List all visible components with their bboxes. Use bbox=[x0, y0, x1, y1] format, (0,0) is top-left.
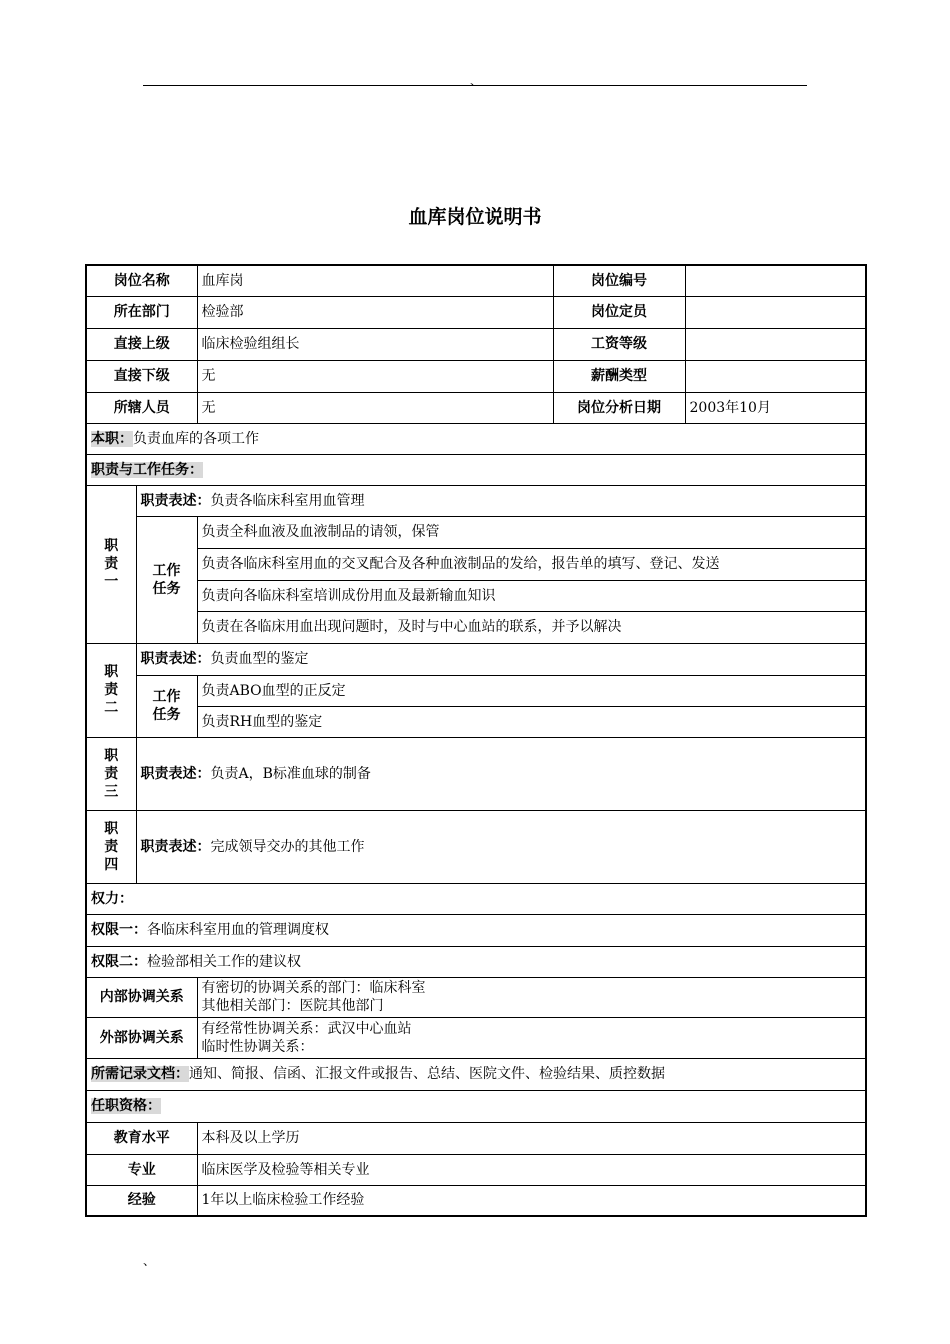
header-rule bbox=[143, 85, 807, 86]
authority-heading-row bbox=[86, 883, 866, 914]
authority-row bbox=[86, 914, 866, 946]
records-label: 所需记录文档： bbox=[91, 1066, 189, 1082]
records-text: 通知、简报、信函、汇报文件或报告、总结、医院文件、检验结果、质控数据 bbox=[189, 1066, 665, 1082]
duty-1-statement-label: 职责表述： bbox=[140, 492, 211, 509]
duty-2-statement-row bbox=[86, 643, 866, 675]
duty-2-task-label: 工作 任务 bbox=[136, 675, 197, 737]
duty-2-statement-text: 负责血型的鉴定 bbox=[210, 651, 309, 667]
pay-type-label: 薪酬类型 bbox=[553, 360, 685, 392]
duty-1-statement-text: 负责各临床科室用血管理 bbox=[210, 492, 365, 509]
authority-item-1: 权限一：各临床科室用血的管理调度权 bbox=[86, 914, 866, 946]
analysis-date-label: 岗位分析日期 bbox=[553, 392, 685, 423]
major-label: 专业 bbox=[86, 1154, 197, 1185]
qualification-row-education bbox=[86, 1122, 866, 1154]
pay-type-value bbox=[685, 360, 866, 392]
info-row-superior bbox=[86, 328, 866, 360]
duty-1-task-label: 工作 任务 bbox=[136, 516, 197, 643]
experience-label: 经验 bbox=[86, 1185, 197, 1216]
salary-grade-label: 工资等级 bbox=[553, 328, 685, 360]
duty-3-statement bbox=[136, 737, 866, 810]
footer-mark: 、 bbox=[143, 1254, 156, 1268]
duty-2-task-row bbox=[86, 706, 866, 737]
duty-1-task-row bbox=[86, 548, 866, 580]
department-value: 检验部 bbox=[197, 296, 553, 328]
qualification-row-major bbox=[86, 1154, 866, 1185]
superior-label: 直接上级 bbox=[86, 328, 197, 360]
major-value: 临床医学及检验等相关专业 bbox=[197, 1154, 866, 1185]
duty-1-task-row bbox=[86, 580, 866, 611]
duty-1-task: 负责向各临床科室培训成份用血及最新输血知识 bbox=[197, 580, 866, 611]
external-coordination-value: 有经常性协调关系：武汉中心血站 临时性协调关系： bbox=[197, 1017, 866, 1058]
info-row-subordinate bbox=[86, 360, 866, 392]
external-coordination-row bbox=[86, 1017, 866, 1058]
department-label: 所在部门 bbox=[86, 296, 197, 328]
duty-1-task: 负责在各临床用血出现问题时，及时与中心血站的联系，并予以解决 bbox=[197, 611, 866, 643]
qualifications-heading-cell bbox=[86, 1090, 866, 1122]
experience-value: 1年以上临床检验工作经验 bbox=[197, 1185, 866, 1216]
qualifications-heading-row bbox=[86, 1090, 866, 1122]
salary-grade-value bbox=[685, 328, 866, 360]
job-description-table bbox=[85, 264, 867, 1217]
info-row-department bbox=[86, 296, 866, 328]
duty-1-task-row bbox=[86, 611, 866, 643]
duty-1-task: 负责全科血液及血液制品的请领，保管 bbox=[197, 516, 866, 548]
headcount-value bbox=[685, 296, 866, 328]
duty-1-statement-row bbox=[86, 485, 866, 516]
main-duty-label: 本职： bbox=[91, 430, 133, 447]
staff-label: 所辖人员 bbox=[86, 392, 197, 423]
duty-1-name: 职 责 一 bbox=[86, 485, 136, 643]
duty-4-statement-text: 完成领导交办的其他工作 bbox=[210, 838, 365, 855]
duty-3-statement-label: 职责表述： bbox=[140, 765, 211, 782]
position-name-label: 岗位名称 bbox=[86, 265, 197, 296]
internal-coordination-value: 有密切的协调关系的部门：临床科室 其他相关部门：医院其他部门 bbox=[197, 977, 866, 1017]
duty-1-task: 负责各临床科室用血的交叉配合及各种血液制品的发给，报告单的填写、登记、发送 bbox=[197, 548, 866, 580]
qualification-row-experience bbox=[86, 1185, 866, 1216]
authority-label: 权力： bbox=[91, 890, 133, 907]
qualifications-label: 任职资格： bbox=[91, 1098, 161, 1114]
duty-2-task-row bbox=[86, 675, 866, 706]
authority-row bbox=[86, 946, 866, 977]
duty-4-name: 职 责 四 bbox=[86, 810, 136, 883]
headcount-label: 岗位定员 bbox=[553, 296, 685, 328]
records-cell bbox=[86, 1058, 866, 1090]
duty-2-statement bbox=[136, 643, 866, 675]
duty-3-row bbox=[86, 737, 866, 810]
duty-3-name: 职 责 三 bbox=[86, 737, 136, 810]
duties-heading-label: 职责与工作任务： bbox=[91, 461, 203, 478]
duty-4-statement-label: 职责表述： bbox=[140, 838, 211, 855]
external-coordination-label: 外部协调关系 bbox=[86, 1017, 197, 1058]
duties-heading-cell bbox=[86, 454, 866, 485]
position-id-value bbox=[685, 265, 866, 296]
info-row-staff bbox=[86, 392, 866, 423]
duty-2-name: 职 责 二 bbox=[86, 643, 136, 737]
records-row bbox=[86, 1058, 866, 1090]
education-value: 本科及以上学历 bbox=[197, 1122, 866, 1154]
main-duty-cell bbox=[86, 423, 866, 454]
page-title: 血库岗位说明书 bbox=[408, 206, 542, 228]
duty-2-task: 负责RH血型的鉴定 bbox=[197, 706, 866, 737]
duty-1-task-row bbox=[86, 516, 866, 548]
duties-heading-row bbox=[86, 454, 866, 485]
header-mark: 、 bbox=[470, 74, 483, 88]
superior-value: 临床检验组组长 bbox=[197, 328, 553, 360]
duty-4-row bbox=[86, 810, 866, 883]
duty-1-statement bbox=[136, 485, 866, 516]
subordinate-label: 直接下级 bbox=[86, 360, 197, 392]
internal-coordination-label: 内部协调关系 bbox=[86, 977, 197, 1017]
info-row-position-name bbox=[86, 265, 866, 296]
duty-2-statement-label: 职责表述： bbox=[140, 651, 211, 667]
authority-heading-cell bbox=[86, 883, 866, 914]
duty-4-statement bbox=[136, 810, 866, 883]
position-id-label: 岗位编号 bbox=[553, 265, 685, 296]
main-duty-text: 负责血库的各项工作 bbox=[133, 430, 259, 447]
subordinate-value: 无 bbox=[197, 360, 553, 392]
duty-2-task: 负责ABO血型的正反定 bbox=[197, 675, 866, 706]
main-duty-row bbox=[86, 423, 866, 454]
staff-value: 无 bbox=[197, 392, 553, 423]
position-name-value: 血库岗 bbox=[197, 265, 553, 296]
analysis-date-value: 2003年10月 bbox=[685, 392, 866, 423]
authority-item-2: 权限二：检验部相关工作的建议权 bbox=[86, 946, 866, 977]
duty-3-statement-text: 负责A，B标准血球的制备 bbox=[210, 765, 371, 782]
education-label: 教育水平 bbox=[86, 1122, 197, 1154]
internal-coordination-row bbox=[86, 977, 866, 1017]
